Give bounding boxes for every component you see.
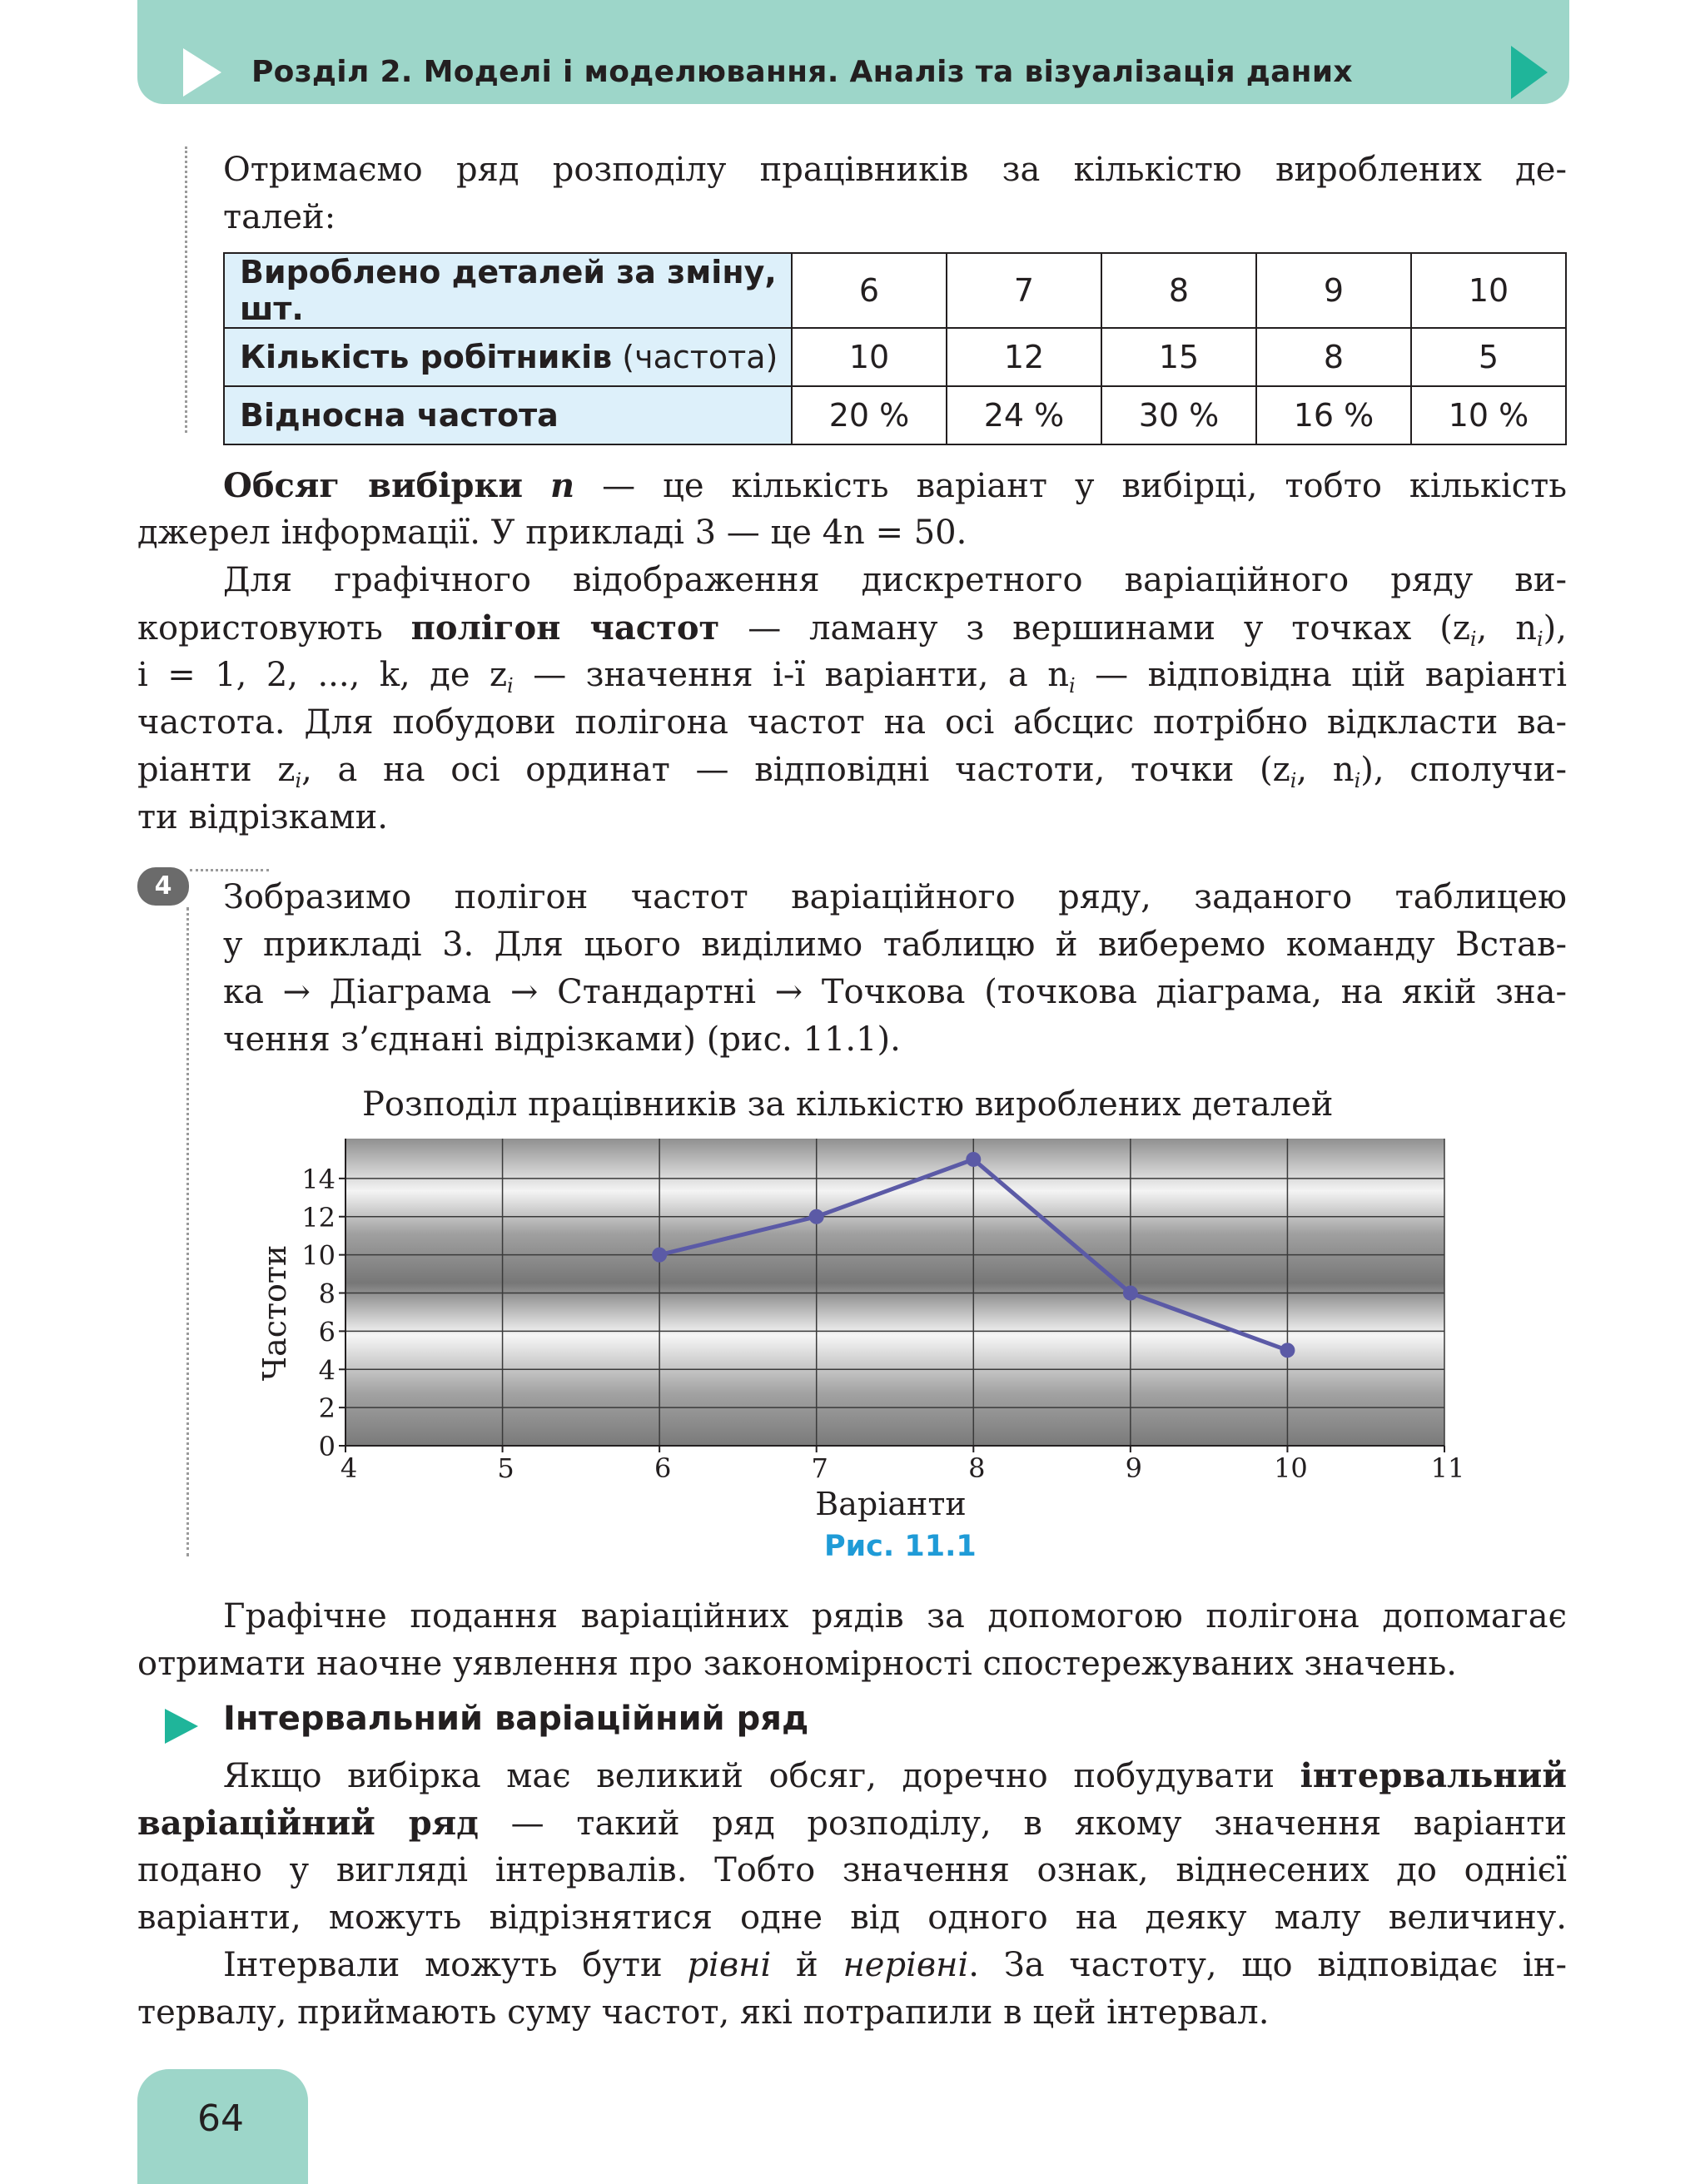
x-tick-label: 10: [1274, 1452, 1308, 1484]
text-line: Зобразимо полігон частот варіаційного ряду, заданого таблицею: [223, 878, 1567, 916]
table-cell: 10: [792, 328, 947, 386]
section-title: Інтервальний варіаційний ряд: [223, 1700, 809, 1738]
text-line: варіаційний ряд — такий ряд розподілу, в якому значення варіанти: [137, 1804, 1567, 1843]
text-line: джерел інформації. У прикладі 3 — це 4n = 50.: [137, 514, 967, 552]
y-tick-label: 8: [318, 1278, 336, 1310]
example-paragraph: [223, 874, 1567, 1064]
y-tick-label: 4: [318, 1354, 336, 1387]
x-tick-label: 6: [654, 1452, 672, 1484]
table-cell: 9: [1256, 253, 1411, 328]
figure-caption: Рис. 11.1: [824, 1530, 977, 1563]
header-arrow-left-icon: [183, 48, 221, 97]
row-header: Кількість робітників (частота): [224, 328, 792, 386]
table-cell: 30 %: [1101, 386, 1256, 444]
table-cell: 15: [1101, 328, 1256, 386]
text-line: у прикладі 3. Для цього виділимо таблицю й виберемо команду Встав-: [223, 926, 1567, 964]
x-tick-label: 7: [811, 1452, 828, 1484]
interval-paragraph: [137, 1752, 1567, 2037]
text-line: користовують полігон частот — ламану з вершинами у точках ($z_i$, $n_i$),: [137, 608, 1567, 651]
y-tick-label: 0: [318, 1431, 336, 1462]
data-point: [809, 1209, 824, 1224]
table-cell: 12: [947, 328, 1101, 386]
x-tick-label: 4: [340, 1452, 358, 1484]
text-line: талей:: [223, 198, 336, 236]
example-dotted-line: [190, 869, 269, 871]
x-tick-label: 5: [497, 1452, 514, 1484]
header-arrow-right-icon: [1511, 46, 1548, 99]
series-line: [659, 1159, 1287, 1350]
table-cell: 16 %: [1256, 386, 1411, 444]
text-line: Обсяг вибірки n — це кількість варіант у вибірці, тобто кількість: [223, 466, 1567, 505]
text-line: Графічне подання варіаційних рядів за допомогою полігона допомагає: [223, 1597, 1567, 1636]
text-line: Отримаємо ряд розподілу працівників за кількістю вироблених де-: [223, 151, 1567, 189]
data-point: [1123, 1286, 1138, 1301]
table-cell: 10: [1411, 253, 1566, 328]
sample-size-paragraph: [137, 462, 1567, 557]
example-number-badge: 4: [137, 867, 189, 906]
text-line: подано у вигляді інтервалів. Тобто значення ознак, віднесених до однієї: [137, 1851, 1567, 1889]
table-cell: 5: [1411, 328, 1566, 386]
table-cell: 7: [947, 253, 1101, 328]
text-line: Інтервали можуть бути рівні й нерівні. За частоту, що відповідає ін-: [223, 1946, 1567, 1984]
margin-dotted-line-example: [186, 907, 189, 1556]
table-cell: 8: [1101, 253, 1256, 328]
text-line: ріанти $z_i$, а на осі ординат — відповідні частоти, точки ($z_i$, $n_i$), сполучи-: [137, 751, 1567, 792]
margin-dotted-line: [185, 146, 187, 433]
text-line: чення з’єднані відрізками) (рис. 11.1).: [223, 1020, 901, 1059]
table-cell: 6: [792, 253, 947, 328]
section-arrow-icon: [165, 1709, 198, 1744]
chart-title: Розподіл працівників за кількістю вироблених деталей: [362, 1085, 1334, 1124]
polygon-paragraph: [137, 557, 1567, 841]
y-tick-label: 10: [301, 1239, 336, 1272]
text-line: i = 1, 2, ..., k, де $z_i$ — значення i-ї варіанти, а $n_i$ — відповідна цій варіанті: [137, 656, 1568, 697]
y-tick-label: 2: [318, 1392, 336, 1425]
table-row: [224, 386, 1566, 444]
row-header: Вироблено деталей за зміну, шт.: [224, 253, 792, 328]
text-line: частота. Для побудови полігона частот на осі абсцис потрібно відкласти ва-: [137, 703, 1567, 742]
data-point: [1280, 1343, 1295, 1358]
x-tick-label: 9: [1125, 1452, 1143, 1484]
text-line: ти відрізками.: [137, 798, 388, 836]
table-row: [224, 328, 1566, 386]
chapter-title: Розділ 2. Моделі і моделювання. Аналіз та візуалізація даних: [251, 55, 1353, 89]
x-tick-label: 11: [1430, 1452, 1465, 1484]
text-line: Для графічного відображення дискретного варіаційного ряду ви-: [223, 561, 1567, 599]
data-point: [652, 1248, 667, 1263]
graphic-paragraph: [137, 1593, 1567, 1688]
table-cell: 20 %: [792, 386, 947, 444]
x-tick-label: 8: [968, 1452, 986, 1484]
y-tick-label: 14: [301, 1163, 336, 1195]
row-header: Відносна частота: [224, 386, 792, 444]
y-axis-label: Частоти: [256, 1244, 293, 1382]
text-line: отримати наочне уявлення про закономірності спостережуваних значень.: [137, 1645, 1458, 1683]
y-tick-label: 6: [318, 1316, 336, 1348]
text-line: Якщо вибірка має великий обсяг, доречно побудувати інтервальний: [223, 1756, 1567, 1795]
page-number: 64: [197, 2097, 244, 2140]
distribution-table: [223, 252, 1567, 445]
text-line: ка → Діаграма → Стандартні → Точкова (точкова діаграма, на якій зна-: [223, 973, 1567, 1011]
table-row: [224, 253, 1566, 328]
text-line: тервалу, приймають суму частот, які потрапили в цей інтервал.: [137, 1993, 1270, 2032]
table-cell: 8: [1256, 328, 1411, 386]
y-tick-label: 12: [301, 1201, 336, 1233]
table-cell: 10 %: [1411, 386, 1566, 444]
intro-paragraph: [223, 146, 1567, 241]
x-axis-label: Варіанти: [815, 1486, 967, 1522]
table-cell: 24 %: [947, 386, 1101, 444]
data-point: [966, 1152, 981, 1167]
plot-area: [345, 1139, 1444, 1446]
text-line: варіанти, можуть відрізнятися одне від одного на деяку малу величину.: [137, 1899, 1567, 1937]
